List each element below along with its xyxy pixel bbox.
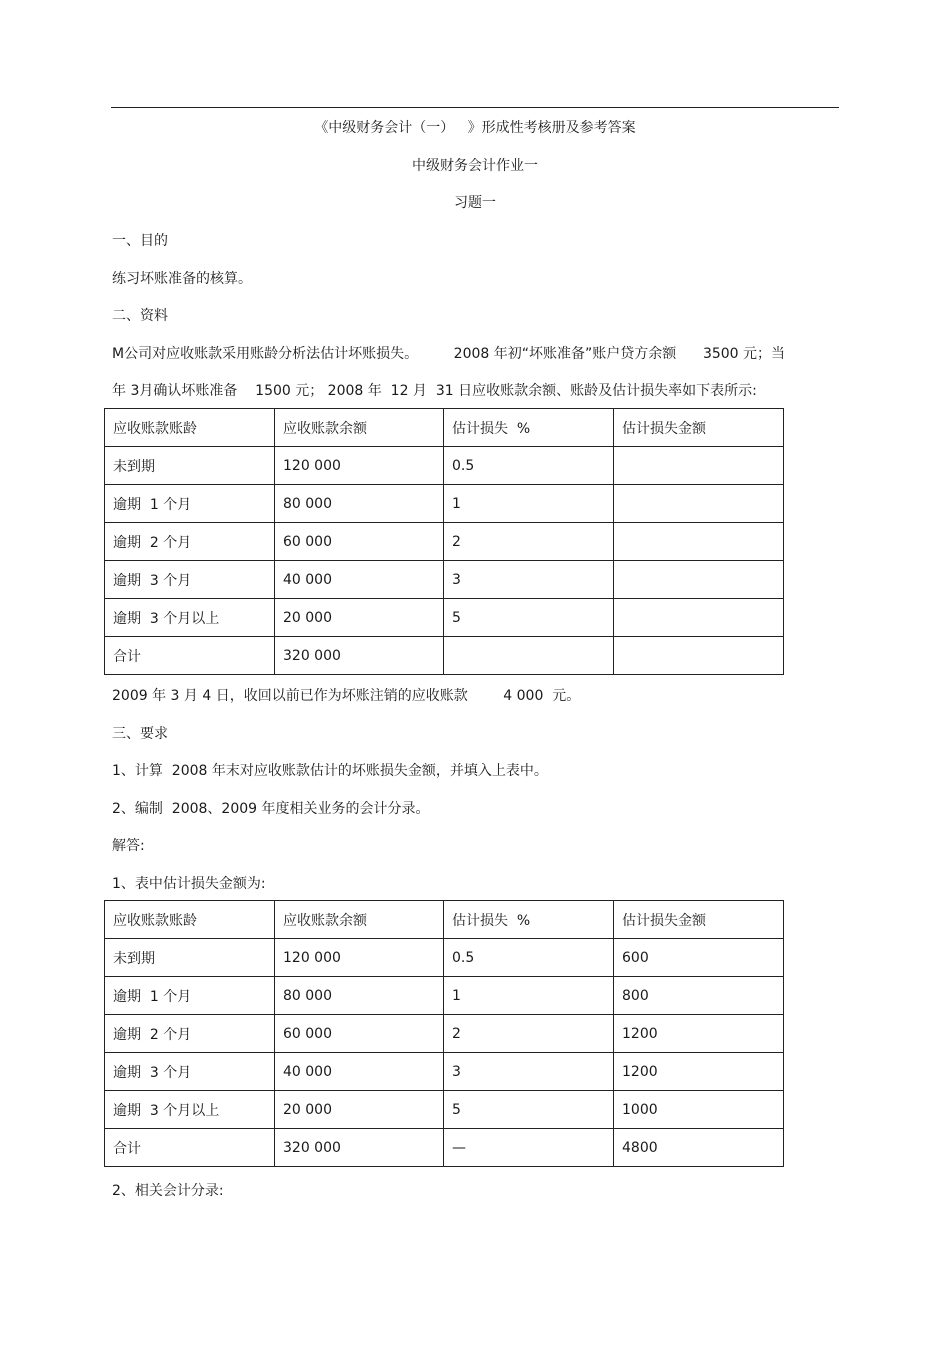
- header-cell: 估计损失金额: [614, 409, 784, 447]
- assignment-title: 中级财务会计作业一: [412, 158, 538, 174]
- material-heading: 二、资料: [112, 308, 168, 324]
- answer-heading: 解答:: [112, 838, 145, 854]
- requirement-1: 1、计算 2008 年末对应收账款估计的坏账损失金额，并填入上表中。: [112, 763, 548, 779]
- material-line-2: 年 3月确认坏账准备 1500 元； 2008 年 12 月 31 日应收账款余额、账龄及估计损失率如下表所示:: [112, 383, 757, 399]
- purpose-text: 练习坏账准备的核算。: [112, 271, 252, 287]
- table-cell: 40 000: [275, 1053, 444, 1091]
- table-cell: 逾期 2 个月: [105, 523, 275, 561]
- table-cell: 80 000: [275, 977, 444, 1015]
- table-cell: 120 000: [275, 939, 444, 977]
- document-title: 《中级财务会计（一） 》形成性考核册及参考答案: [314, 120, 636, 136]
- table-cell: 合计: [105, 637, 275, 675]
- table-cell: [614, 447, 784, 485]
- header-rule: [111, 107, 839, 108]
- note-2009: 2009 年 3 月 4 日，收回以前已作为坏账注销的应收账款 4 000 元。: [112, 688, 581, 704]
- table-cell: 320 000: [275, 1129, 444, 1167]
- table-row: [105, 1091, 784, 1129]
- table-cell: 320 000: [275, 637, 444, 675]
- requirement-heading: 三、要求: [112, 726, 168, 742]
- table-cell: 20 000: [275, 599, 444, 637]
- exercise-title: 习题一: [454, 195, 496, 211]
- header-cell: 应收账款账龄: [105, 901, 275, 939]
- table-cell: [614, 561, 784, 599]
- table-row: [105, 523, 784, 561]
- table-cell: 60 000: [275, 523, 444, 561]
- table-row: [105, 1015, 784, 1053]
- answer-2-heading: 2、相关会计分录:: [112, 1183, 224, 1199]
- table-cell: 40 000: [275, 561, 444, 599]
- answer-1-heading: 1、表中估计损失金额为:: [112, 876, 266, 892]
- table-cell: 800: [614, 977, 784, 1015]
- table-cell: 逾期 3 个月: [105, 1053, 275, 1091]
- table-cell: 5: [444, 1091, 614, 1129]
- requirement-2: 2、编制 2008、2009 年度相关业务的会计分录。: [112, 801, 430, 817]
- table-row: [105, 561, 784, 599]
- table-cell: 80 000: [275, 485, 444, 523]
- table-cell: 1: [444, 485, 614, 523]
- table-cell: 0.5: [444, 939, 614, 977]
- table-row: [105, 599, 784, 637]
- table-row: [105, 485, 784, 523]
- table-cell: 1: [444, 977, 614, 1015]
- table-cell: 4800: [614, 1129, 784, 1167]
- table-cell: [614, 637, 784, 675]
- table-cell: [614, 599, 784, 637]
- aging-table-question: [104, 408, 784, 675]
- header-cell: 应收账款账龄: [105, 409, 275, 447]
- table-row: [105, 447, 784, 485]
- table-cell: [614, 485, 784, 523]
- table-cell: 逾期 3 个月以上: [105, 1091, 275, 1129]
- table-cell: —: [444, 1129, 614, 1167]
- table-cell: 3: [444, 1053, 614, 1091]
- header-cell: 估计损失金额: [614, 901, 784, 939]
- aging-table-answer: [104, 900, 784, 1167]
- table-cell: 未到期: [105, 447, 275, 485]
- table-cell: 1200: [614, 1053, 784, 1091]
- table-header-row: [105, 901, 784, 939]
- material-line-1: M公司对应收账款采用账龄分析法估计坏账损失。 2008 年初“坏账准备”账户贷方余额 3500 元；当: [112, 346, 786, 362]
- table-cell: 逾期 1 个月: [105, 485, 275, 523]
- table-cell: 逾期 3 个月以上: [105, 599, 275, 637]
- table-cell: 600: [614, 939, 784, 977]
- table-cell: 未到期: [105, 939, 275, 977]
- purpose-heading: 一、目的: [112, 233, 168, 249]
- table-cell: 2: [444, 1015, 614, 1053]
- table-cell: 合计: [105, 1129, 275, 1167]
- table-cell: 逾期 1 个月: [105, 977, 275, 1015]
- header-cell: 应收账款余额: [275, 409, 444, 447]
- table-cell: 0.5: [444, 447, 614, 485]
- table-cell: 2: [444, 523, 614, 561]
- table-cell: 60 000: [275, 1015, 444, 1053]
- table-cell: 1200: [614, 1015, 784, 1053]
- header-cell: 估计损失 %: [444, 409, 614, 447]
- table-row: [105, 1053, 784, 1091]
- table-cell: 3: [444, 561, 614, 599]
- table-cell: 1000: [614, 1091, 784, 1129]
- table-header-row: [105, 409, 784, 447]
- table-row: [105, 977, 784, 1015]
- header-cell: 估计损失 %: [444, 901, 614, 939]
- table-cell: 逾期 3 个月: [105, 561, 275, 599]
- table-row: [105, 939, 784, 977]
- table-cell: 120 000: [275, 447, 444, 485]
- table-cell: 20 000: [275, 1091, 444, 1129]
- table-cell: 5: [444, 599, 614, 637]
- table-cell: 逾期 2 个月: [105, 1015, 275, 1053]
- header-cell: 应收账款余额: [275, 901, 444, 939]
- table-cell: [614, 523, 784, 561]
- table-total-row: [105, 1129, 784, 1167]
- table-total-row: [105, 637, 784, 675]
- table-cell: [444, 637, 614, 675]
